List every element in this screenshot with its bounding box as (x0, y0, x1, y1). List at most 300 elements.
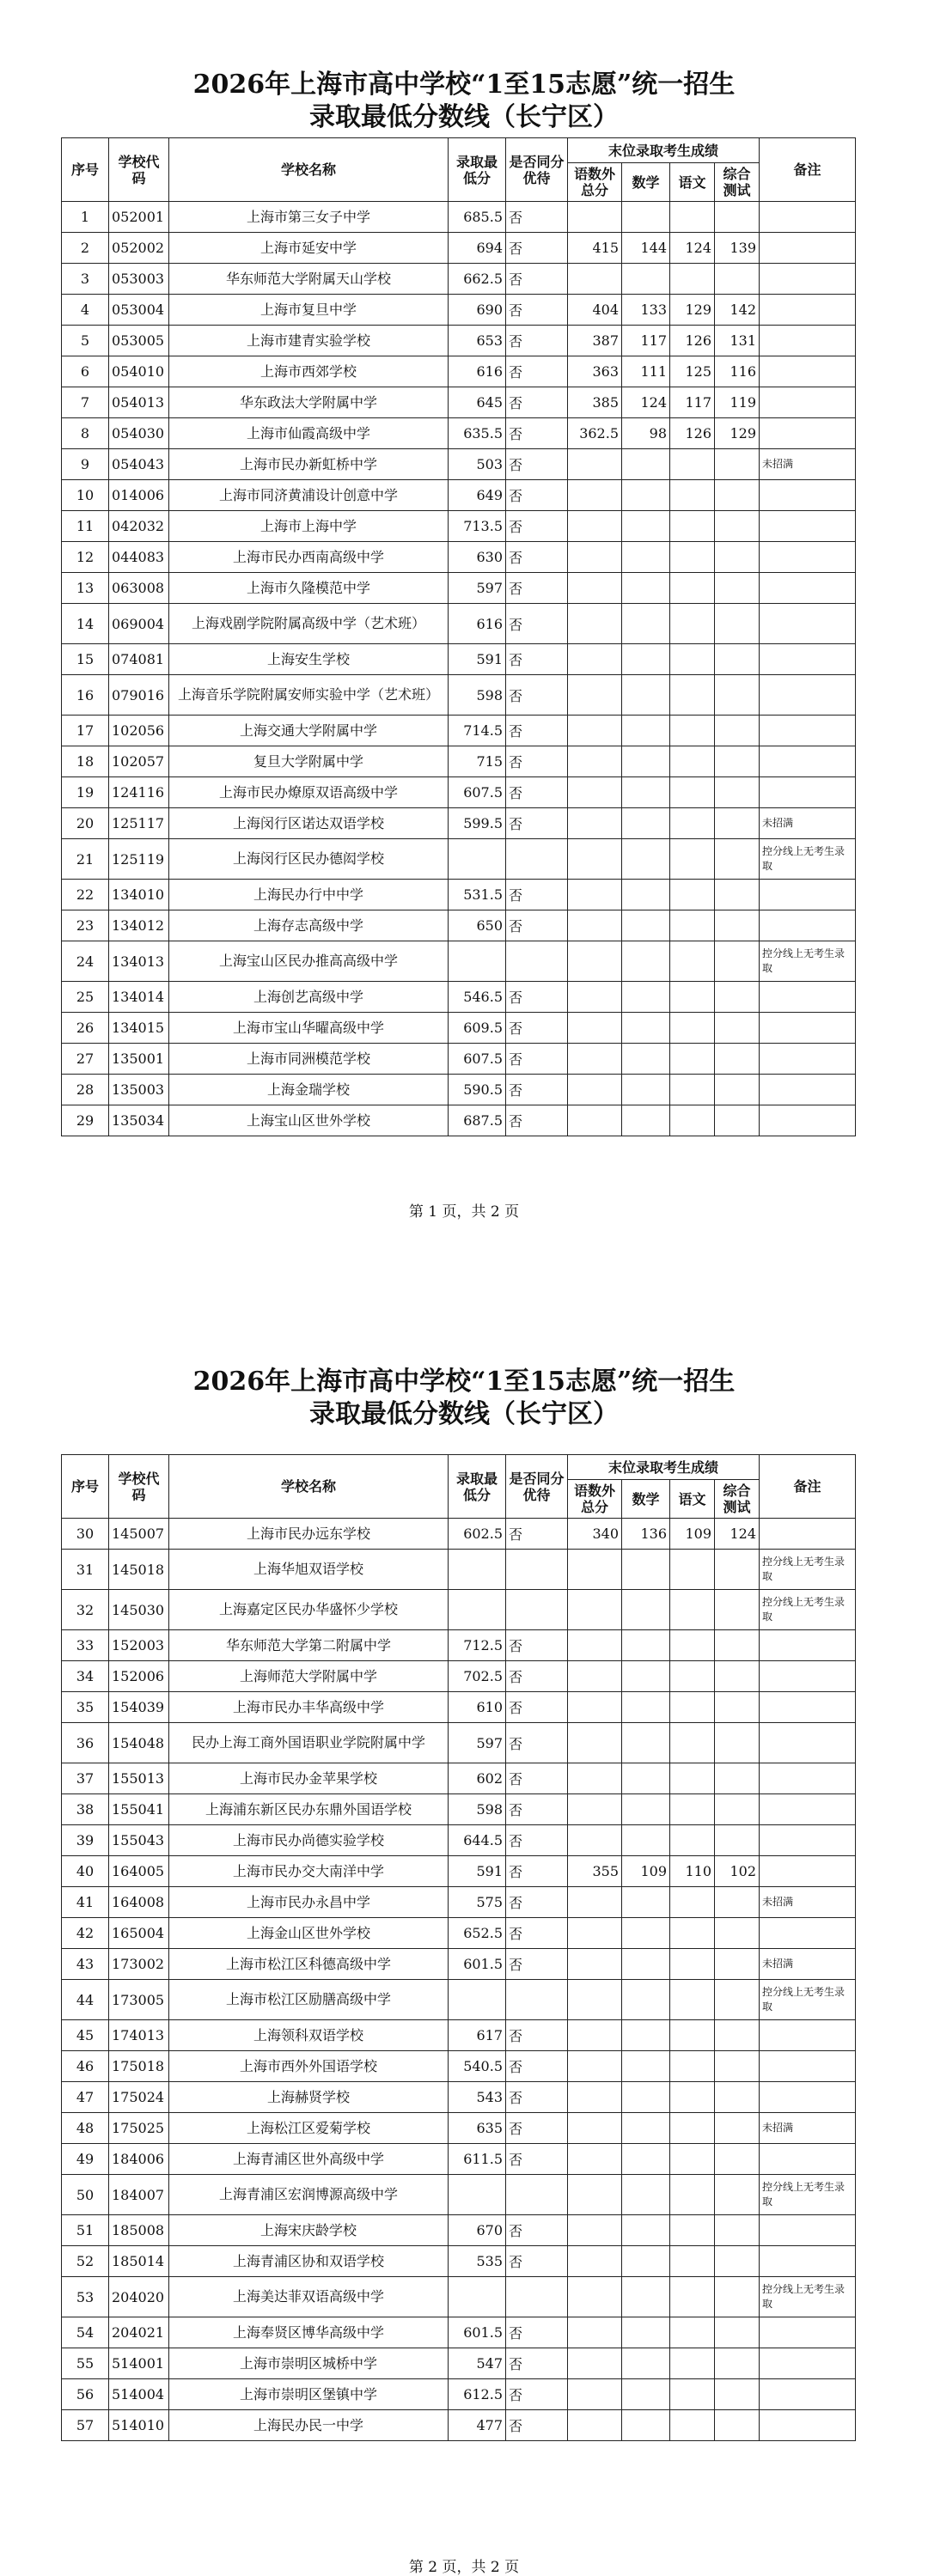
table-row (62, 880, 856, 910)
cell-note (760, 982, 856, 1013)
cell-comp (715, 542, 760, 573)
cell-code: 079016 (109, 675, 169, 716)
table-row (62, 480, 856, 511)
cell-math (622, 2246, 670, 2277)
cell-min-score (449, 1550, 506, 1590)
cell-pref: 否 (506, 1723, 568, 1763)
cell-pref: 否 (506, 1692, 568, 1723)
cell-school-name: 上海民办行中中学 (169, 880, 449, 910)
header-math: 数学 (622, 1480, 670, 1519)
cell-note (760, 1105, 856, 1136)
cell-math (622, 675, 670, 716)
cell-sum (568, 1013, 622, 1044)
cell-school-name: 上海创艺高级中学 (169, 982, 449, 1013)
cell-no: 57 (62, 2410, 109, 2441)
cell-math: 111 (622, 356, 670, 387)
cell-note (760, 1723, 856, 1763)
cell-note (760, 418, 856, 449)
cell-note: 未招满 (760, 449, 856, 480)
document-title-line1: 2026年上海市高中学校“1至15志愿”统一招生 (192, 1367, 736, 1397)
cell-chinese: 110 (670, 1856, 715, 1887)
table-row (62, 1794, 856, 1825)
cell-note (760, 1044, 856, 1075)
cell-school-name: 上海市西郊学校 (169, 356, 449, 387)
cell-school-name: 复旦大学附属中学 (169, 746, 449, 777)
cell-comp: 129 (715, 418, 760, 449)
cell-sum (568, 808, 622, 839)
page-footer: 第 2 页，共 2 页 (408, 2559, 520, 2576)
table-row (62, 716, 856, 746)
cell-pref: 否 (506, 1013, 568, 1044)
cell-chinese (670, 2051, 715, 2082)
cell-sum (568, 716, 622, 746)
cell-chinese (670, 808, 715, 839)
cell-school-name: 上海美达菲双语高级中学 (169, 2277, 449, 2317)
cell-note (760, 2246, 856, 2277)
table-row (62, 1550, 856, 1590)
cell-note (760, 2051, 856, 2082)
cell-code: 053004 (109, 295, 169, 326)
cell-pref: 否 (506, 716, 568, 746)
cell-chinese (670, 880, 715, 910)
cell-pref: 否 (506, 2215, 568, 2246)
cell-code: 155041 (109, 1794, 169, 1825)
cell-math: 109 (622, 1856, 670, 1887)
cell-comp (715, 1075, 760, 1105)
cell-school-name: 上海市西外外国语学校 (169, 2051, 449, 2082)
cell-note (760, 716, 856, 746)
cell-code: 184007 (109, 2175, 169, 2215)
header-name: 学校名称 (169, 1455, 449, 1519)
cell-chinese: 109 (670, 1519, 715, 1550)
table-row (62, 295, 856, 326)
cell-sum (568, 2410, 622, 2441)
table-row (62, 233, 856, 264)
cell-min-score: 575 (449, 1887, 506, 1918)
cell-min-score: 598 (449, 675, 506, 716)
cell-code: 134010 (109, 880, 169, 910)
cell-comp: 119 (715, 387, 760, 418)
cell-min-score: 702.5 (449, 1661, 506, 1692)
cell-min-score: 685.5 (449, 202, 506, 233)
cell-note: 控分线上无考生录取 (760, 2175, 856, 2215)
cell-code: 145018 (109, 1550, 169, 1590)
cell-code: 134014 (109, 982, 169, 1013)
header-sum: 语数外总分 (568, 1480, 622, 1519)
table-row (62, 2317, 856, 2348)
cell-code: 173002 (109, 1949, 169, 1980)
cell-no: 49 (62, 2144, 109, 2175)
cell-pref: 否 (506, 418, 568, 449)
cell-math (622, 1105, 670, 1136)
cell-math (622, 2175, 670, 2215)
cell-min-score: 597 (449, 573, 506, 604)
header-sum: 语数外总分 (568, 163, 622, 202)
cell-note (760, 2144, 856, 2175)
cell-no: 43 (62, 1949, 109, 1980)
cell-comp (715, 2175, 760, 2215)
cell-chinese: 125 (670, 356, 715, 387)
cell-no: 48 (62, 2113, 109, 2144)
cell-school-name: 上海宝山区世外学校 (169, 1105, 449, 1136)
cell-school-name: 上海市民办西南高级中学 (169, 542, 449, 573)
cell-school-name: 上海市仙霞高级中学 (169, 418, 449, 449)
cell-min-score: 645 (449, 387, 506, 418)
cell-note (760, 746, 856, 777)
cell-no: 36 (62, 1723, 109, 1763)
cell-no: 26 (62, 1013, 109, 1044)
cell-school-name: 上海闵行区民办德闳学校 (169, 839, 449, 880)
cell-comp (715, 573, 760, 604)
cell-min-score: 713.5 (449, 511, 506, 542)
page-1 (0, 0, 928, 1221)
cell-note: 控分线上无考生录取 (760, 839, 856, 880)
cell-chinese (670, 746, 715, 777)
cell-math (622, 604, 670, 644)
table-row (62, 1856, 856, 1887)
cell-code: 204021 (109, 2317, 169, 2348)
cell-min-score: 540.5 (449, 2051, 506, 2082)
cell-comp (715, 2051, 760, 2082)
cell-sum (568, 1825, 622, 1856)
header-pref: 是否同分优待 (506, 1455, 568, 1519)
cell-code: 164005 (109, 1856, 169, 1887)
cell-pref: 否 (506, 202, 568, 233)
cell-pref: 否 (506, 2348, 568, 2379)
cell-min-score: 601.5 (449, 1949, 506, 1980)
cell-code: 175024 (109, 2082, 169, 2113)
cell-comp (715, 1949, 760, 1980)
cell-min-score: 616 (449, 356, 506, 387)
cell-min-score: 662.5 (449, 264, 506, 295)
cell-no: 11 (62, 511, 109, 542)
cell-min-score: 477 (449, 2410, 506, 2441)
cell-school-name: 上海市复旦中学 (169, 295, 449, 326)
header-comp: 综合测试 (715, 1480, 760, 1519)
cell-school-name: 上海师范大学附属中学 (169, 1661, 449, 1692)
cell-school-name: 上海市同济黄浦设计创意中学 (169, 480, 449, 511)
cell-comp (715, 511, 760, 542)
cell-comp (715, 1590, 760, 1630)
cell-school-name: 上海交通大学附属中学 (169, 716, 449, 746)
cell-sum (568, 644, 622, 675)
header-row-1 (62, 138, 856, 163)
cell-code: 054043 (109, 449, 169, 480)
cell-school-name: 上海青浦区世外高级中学 (169, 2144, 449, 2175)
cell-sum (568, 2277, 622, 2317)
cell-math (622, 2113, 670, 2144)
cell-chinese (670, 1630, 715, 1661)
cell-math (622, 1630, 670, 1661)
document-title-line2: 录取最低分数线（长宁区） (309, 1399, 619, 1429)
cell-math: 133 (622, 295, 670, 326)
cell-note: 未招满 (760, 1949, 856, 1980)
cell-sum (568, 2051, 622, 2082)
cell-no: 9 (62, 449, 109, 480)
header-row-1 (62, 1455, 856, 1480)
cell-chinese (670, 1980, 715, 2020)
cell-chinese (670, 1661, 715, 1692)
cell-note (760, 573, 856, 604)
cell-min-score: 649 (449, 480, 506, 511)
cell-school-name: 上海市民办燎原双语高级中学 (169, 777, 449, 808)
cell-note (760, 1763, 856, 1794)
cell-note (760, 233, 856, 264)
cell-min-score (449, 2277, 506, 2317)
cell-no: 23 (62, 910, 109, 941)
cell-comp (715, 202, 760, 233)
cell-math (622, 2082, 670, 2113)
cell-pref: 否 (506, 777, 568, 808)
cell-chinese (670, 2410, 715, 2441)
cell-note (760, 675, 856, 716)
cell-pref: 否 (506, 2051, 568, 2082)
cell-note (760, 264, 856, 295)
cell-comp: 116 (715, 356, 760, 387)
cell-note: 控分线上无考生录取 (760, 1550, 856, 1590)
cell-sum: 363 (568, 356, 622, 387)
cell-school-name: 上海市民办交大南洋中学 (169, 1856, 449, 1887)
cell-no: 18 (62, 746, 109, 777)
table-row (62, 2020, 856, 2051)
cell-min-score: 687.5 (449, 1105, 506, 1136)
cell-pref (506, 839, 568, 880)
cell-min-score: 712.5 (449, 1630, 506, 1661)
cell-pref (506, 2175, 568, 2215)
cell-math (622, 644, 670, 675)
cell-sum (568, 1692, 622, 1723)
cell-chinese (670, 573, 715, 604)
cell-no: 44 (62, 1980, 109, 2020)
cell-sum (568, 1887, 622, 1918)
cell-math (622, 542, 670, 573)
cell-min-score: 715 (449, 746, 506, 777)
cell-math (622, 2379, 670, 2410)
page-2 (0, 1297, 928, 2576)
cell-math (622, 1825, 670, 1856)
cell-chinese (670, 2175, 715, 2215)
cell-note (760, 1519, 856, 1550)
cell-comp: 124 (715, 1519, 760, 1550)
cell-school-name: 上海松江区爱菊学校 (169, 2113, 449, 2144)
cell-chinese (670, 2082, 715, 2113)
table-row (62, 777, 856, 808)
cell-min-score: 670 (449, 2215, 506, 2246)
cell-code: 145030 (109, 1590, 169, 1630)
cell-note: 未招满 (760, 1887, 856, 1918)
cell-sum (568, 777, 622, 808)
cell-sum (568, 542, 622, 573)
cell-min-score: 543 (449, 2082, 506, 2113)
cell-chinese (670, 511, 715, 542)
cell-pref: 否 (506, 264, 568, 295)
cell-math (622, 1550, 670, 1590)
cell-school-name: 华东政法大学附属中学 (169, 387, 449, 418)
cell-no: 53 (62, 2277, 109, 2317)
cell-note (760, 1794, 856, 1825)
cell-comp (715, 2215, 760, 2246)
cell-comp (715, 746, 760, 777)
cell-note (760, 511, 856, 542)
cell-chinese (670, 1590, 715, 1630)
cell-math (622, 1949, 670, 1980)
cell-chinese (670, 644, 715, 675)
cell-math (622, 1723, 670, 1763)
cell-comp (715, 910, 760, 941)
cell-school-name: 上海安生学校 (169, 644, 449, 675)
cell-pref: 否 (506, 982, 568, 1013)
table-row (62, 356, 856, 387)
cell-min-score: 607.5 (449, 777, 506, 808)
cell-pref: 否 (506, 2082, 568, 2113)
cell-code: 514010 (109, 2410, 169, 2441)
cell-math (622, 1887, 670, 1918)
table-row (62, 1887, 856, 1918)
header-no: 序号 (62, 138, 109, 202)
cell-chinese (670, 1105, 715, 1136)
cell-sum (568, 2215, 622, 2246)
cell-min-score (449, 839, 506, 880)
table-row (62, 2144, 856, 2175)
cell-min-score: 616 (449, 604, 506, 644)
cell-math: 136 (622, 1519, 670, 1550)
cell-comp (715, 982, 760, 1013)
cell-note (760, 387, 856, 418)
cell-math (622, 716, 670, 746)
cell-code: 135034 (109, 1105, 169, 1136)
cell-sum (568, 1105, 622, 1136)
cell-no: 35 (62, 1692, 109, 1723)
header-comp: 综合测试 (715, 163, 760, 202)
cell-sum (568, 1949, 622, 1980)
cell-sum (568, 1075, 622, 1105)
cell-sum (568, 511, 622, 542)
cell-comp (715, 1723, 760, 1763)
cell-min-score: 612.5 (449, 2379, 506, 2410)
cell-math (622, 264, 670, 295)
table-row (62, 1044, 856, 1075)
cell-chinese (670, 264, 715, 295)
cell-comp (715, 604, 760, 644)
cell-comp (715, 1044, 760, 1075)
table-row (62, 839, 856, 880)
cell-note (760, 910, 856, 941)
cell-math (622, 982, 670, 1013)
cell-min-score: 690 (449, 295, 506, 326)
cell-comp (715, 1630, 760, 1661)
cell-no: 32 (62, 1590, 109, 1630)
cell-min-score: 635 (449, 2113, 506, 2144)
cell-code: 175018 (109, 2051, 169, 2082)
cell-math (622, 1013, 670, 1044)
cell-sum: 340 (568, 1519, 622, 1550)
cell-code: 074081 (109, 644, 169, 675)
table-row (62, 2175, 856, 2215)
cell-math (622, 480, 670, 511)
cell-no: 30 (62, 1519, 109, 1550)
cell-math (622, 2410, 670, 2441)
cell-math: 98 (622, 418, 670, 449)
cell-no: 47 (62, 2082, 109, 2113)
cell-pref: 否 (506, 1856, 568, 1887)
cell-comp (715, 1763, 760, 1794)
table-row (62, 1692, 856, 1723)
cell-pref: 否 (506, 675, 568, 716)
cell-note (760, 1856, 856, 1887)
cell-school-name: 上海戏剧学院附属高级中学（艺术班） (169, 604, 449, 644)
cell-chinese: 129 (670, 295, 715, 326)
cell-chinese (670, 910, 715, 941)
cell-school-name: 上海闵行区诺达双语学校 (169, 808, 449, 839)
cell-min-score: 617 (449, 2020, 506, 2051)
cell-chinese: 117 (670, 387, 715, 418)
cell-pref (506, 1550, 568, 1590)
cell-note: 控分线上无考生录取 (760, 941, 856, 982)
cell-pref: 否 (506, 1630, 568, 1661)
cell-min-score: 602.5 (449, 1519, 506, 1550)
table-row (62, 1980, 856, 2020)
cell-school-name: 华东师范大学第二附属中学 (169, 1630, 449, 1661)
cell-school-name: 上海金山区世外学校 (169, 1918, 449, 1949)
cell-comp (715, 1692, 760, 1723)
cell-math (622, 1590, 670, 1630)
cell-note (760, 1661, 856, 1692)
cell-sum: 362.5 (568, 418, 622, 449)
cell-no: 52 (62, 2246, 109, 2277)
table-row (62, 675, 856, 716)
cell-no: 15 (62, 644, 109, 675)
cell-school-name: 上海民办民一中学 (169, 2410, 449, 2441)
cell-no: 2 (62, 233, 109, 264)
cell-code: 152003 (109, 1630, 169, 1661)
table-row (62, 511, 856, 542)
cell-pref: 否 (506, 542, 568, 573)
table-row (62, 1661, 856, 1692)
cell-no: 28 (62, 1075, 109, 1105)
cell-comp (715, 1887, 760, 1918)
cell-sum (568, 2020, 622, 2051)
cell-comp (715, 808, 760, 839)
cell-no: 3 (62, 264, 109, 295)
cell-sum (568, 2175, 622, 2215)
cell-pref (506, 1590, 568, 1630)
cell-no: 19 (62, 777, 109, 808)
cell-sum (568, 2246, 622, 2277)
cell-pref: 否 (506, 449, 568, 480)
cell-note (760, 2348, 856, 2379)
cell-school-name: 上海金瑞学校 (169, 1075, 449, 1105)
cell-no: 5 (62, 326, 109, 356)
cell-sum (568, 1794, 622, 1825)
cell-note (760, 1692, 856, 1723)
table-row (62, 1825, 856, 1856)
cell-no: 55 (62, 2348, 109, 2379)
cell-note (760, 356, 856, 387)
table-row (62, 2113, 856, 2144)
cell-comp: 142 (715, 295, 760, 326)
table-row (62, 2348, 856, 2379)
cell-code: 184006 (109, 2144, 169, 2175)
cell-note: 控分线上无考生录取 (760, 1590, 856, 1630)
cell-note (760, 2020, 856, 2051)
cell-no: 31 (62, 1550, 109, 1590)
cell-sum (568, 2144, 622, 2175)
cell-chinese (670, 1825, 715, 1856)
cell-chinese (670, 982, 715, 1013)
cell-chinese (670, 1918, 715, 1949)
cell-comp (715, 1918, 760, 1949)
table-row (62, 1918, 856, 1949)
